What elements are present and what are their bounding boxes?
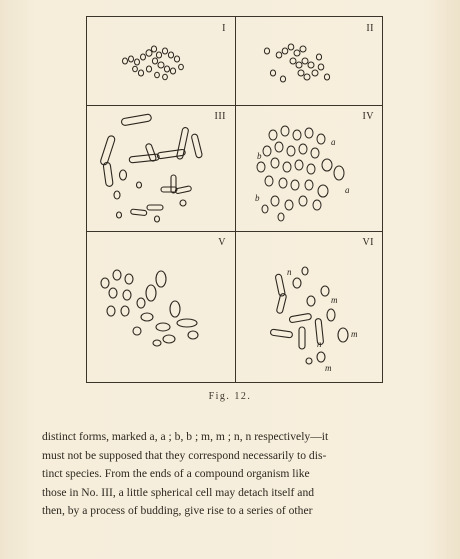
panel-i bbox=[87, 17, 235, 105]
panel-v bbox=[87, 231, 235, 383]
text-line: those in No. III, a little spherical cell may detach itself and bbox=[42, 485, 315, 499]
figure-frame bbox=[86, 16, 383, 383]
panel-label-iii: III bbox=[214, 111, 226, 122]
yeast-cells-drawing-vi bbox=[235, 231, 383, 383]
text-line: must not be supposed that they correspond necessarily to dis- bbox=[42, 448, 327, 462]
yeast-cells-drawing-i bbox=[87, 17, 235, 105]
yeast-cells-drawing-iii bbox=[87, 105, 235, 231]
annotation-vi-n2: n bbox=[317, 339, 322, 349]
text-line: tinct species. From the ends of a compound organism like bbox=[42, 467, 310, 480]
panel-iv bbox=[235, 105, 383, 231]
text-line: then, by a process of budding, give rise to a series of other bbox=[42, 504, 313, 517]
yeast-cells-drawing-iv bbox=[235, 105, 383, 231]
yeast-cells-drawing-ii bbox=[235, 17, 383, 105]
panel-vi bbox=[235, 231, 383, 383]
panel-label-i: I bbox=[222, 23, 226, 34]
annotation-iv-a1: a bbox=[331, 137, 336, 147]
annotation-vi-m3: m bbox=[325, 363, 332, 373]
annotation-vi-m1: m bbox=[331, 295, 338, 305]
panel-label-iv: IV bbox=[362, 111, 374, 122]
annotation-vi-n1: n bbox=[287, 267, 292, 277]
figure-caption: Fig. 12. bbox=[208, 391, 252, 402]
panel-iii bbox=[87, 105, 235, 231]
panel-label-vi: VI bbox=[362, 237, 374, 248]
annotation-iv-b1: b bbox=[257, 151, 262, 161]
annotation-vi-m2: m bbox=[351, 329, 358, 339]
yeast-cells-drawing-v bbox=[87, 231, 235, 383]
body-paragraph bbox=[42, 428, 420, 521]
text-line: distinct forms, marked a, a ; b, b ; m, m ; n, n respectively—it bbox=[42, 430, 329, 443]
annotation-iv-a2: a bbox=[345, 185, 350, 195]
panel-label-v: V bbox=[218, 237, 226, 248]
panel-label-ii: II bbox=[366, 23, 374, 34]
panel-ii bbox=[235, 17, 383, 105]
annotation-iv-b2: b bbox=[255, 193, 260, 203]
